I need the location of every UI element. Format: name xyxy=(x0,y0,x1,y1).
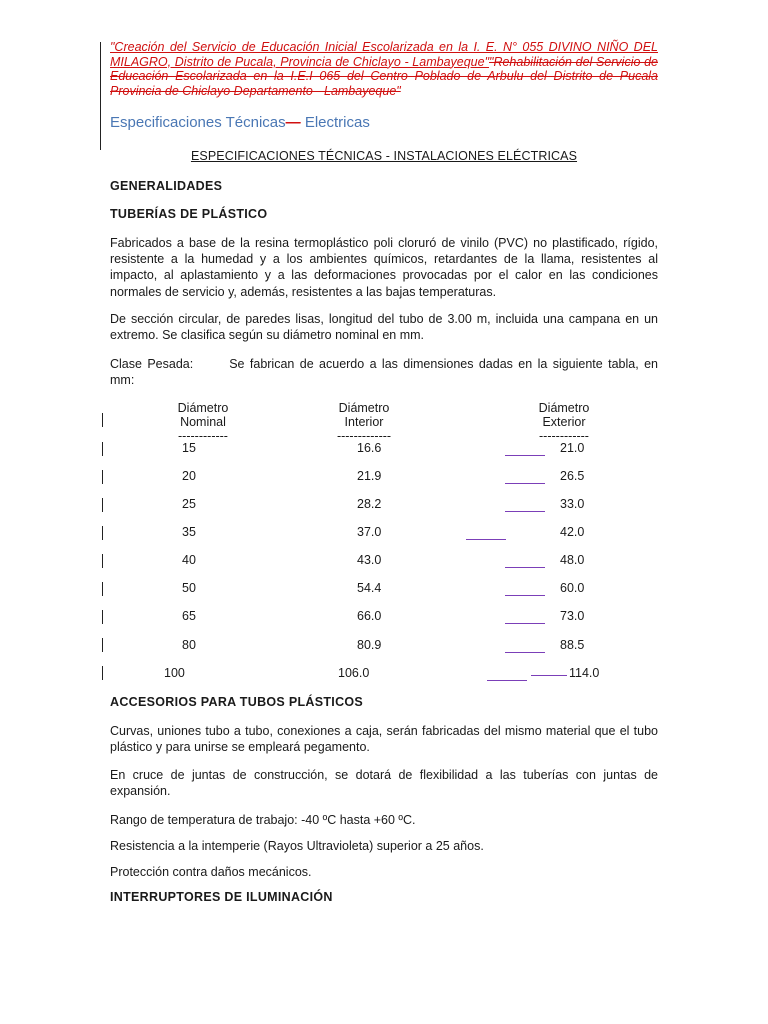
paragraph-cruce: En cruce de juntas de construcción, se dotará de flexibilidad a las tuberías con juntas de expansión. xyxy=(110,768,658,799)
cell-exterior: 48.0 xyxy=(560,553,585,567)
header-line: Diámetro xyxy=(338,401,390,415)
cell-interior: 106.0 xyxy=(338,666,370,680)
heading-interruptores: INTERRUPTORES DE ILUMINACIÓN xyxy=(110,890,333,904)
column-header-exterior xyxy=(521,401,607,443)
cell-nominal: 25 xyxy=(182,497,196,511)
cell-nominal: 35 xyxy=(182,525,196,539)
header-line: Interior xyxy=(344,415,384,429)
revision-bar xyxy=(102,638,103,652)
page-title: ESPECIFICACIONES TÉCNICAS - INSTALACIONES ELÉCTRICAS xyxy=(190,149,578,163)
document-header xyxy=(110,40,658,98)
header-separator: ------------ xyxy=(539,429,589,443)
section-title xyxy=(110,114,370,131)
cell-exterior: 42.0 xyxy=(560,525,585,539)
cell-nominal: 80 xyxy=(182,638,196,652)
insertion-mark xyxy=(505,483,545,484)
cell-nominal: 65 xyxy=(182,609,196,623)
header-inserted-text: "Creación del Servicio de Educación Inicial Escolarizada en la I. E. N° 055 DIVINO NIÑO DEL MILAGRO, Distrito de Pucala, Provincia de Chiclayo - Lambayeque" xyxy=(110,40,658,69)
cell-exterior: 114.0 xyxy=(569,666,600,680)
section-title-deleted: — xyxy=(285,114,301,131)
insertion-mark xyxy=(505,652,545,653)
cell-interior: 37.0 xyxy=(357,525,382,539)
revision-bar xyxy=(100,42,101,150)
header-line: Diámetro xyxy=(538,401,590,415)
revision-bar xyxy=(102,498,103,512)
revision-bar xyxy=(102,442,103,456)
header-line: Nominal xyxy=(180,415,226,429)
cell-interior: 28.2 xyxy=(357,497,382,511)
cell-exterior: 33.0 xyxy=(560,497,585,511)
cell-nominal: 20 xyxy=(182,469,196,483)
paragraph-fabricados: Fabricados a base de la resina termoplástico poli cloruró de vinilo (PVC) no plastificado, rígido, resistente a la humedad y a los ambientes químicos, retardantes de la llama, resistentes al impacto, al aplastamiento y a las deformaciones provocadas por el calor en las condiciones normales de servicio y, además, resistentes a las bajas temperaturas. xyxy=(110,236,658,299)
cell-nominal: 100 xyxy=(164,666,185,680)
revision-bar xyxy=(102,526,103,540)
insertion-mark xyxy=(505,595,545,596)
clase-text: Se fabrican de acuerdo a las dimensiones dadas en la siguiente tabla, en mm: xyxy=(110,357,658,388)
revision-bar xyxy=(102,582,103,596)
paragraph-clase xyxy=(110,356,658,388)
cell-interior: 80.9 xyxy=(357,638,382,652)
cell-interior: 66.0 xyxy=(357,609,382,623)
header-deleted-text: "Rehabilitación del Servicio de Educación Escolarizada en la I.E.I 065 del Centro Poblado de Arbulu del Distrito de Pucala Provincia de Chiclayo Departamento - Lambayeque" xyxy=(110,54,658,98)
header-line: Diámetro xyxy=(177,401,229,415)
cell-exterior: 73.0 xyxy=(560,609,585,623)
paragraph-resistencia: Resistencia a la intemperie (Rayos Ultravioleta) superior a 25 años. xyxy=(110,839,484,853)
heading-generalidades: GENERALIDADES xyxy=(110,179,223,193)
insertion-mark xyxy=(487,680,527,681)
header-line: Exterior xyxy=(542,415,586,429)
cell-nominal: 40 xyxy=(182,553,196,567)
header-separator: ------------ xyxy=(178,429,228,443)
insertion-mark xyxy=(505,511,545,512)
revision-bar xyxy=(102,610,103,624)
column-header-nominal xyxy=(160,401,246,443)
insertion-mark xyxy=(505,455,545,456)
revision-bar xyxy=(102,554,103,568)
paragraph-curvas: Curvas, uniones tubo a tubo, conexiones a caja, serán fabricadas del mismo material que el tubo plástico y para unirse se empleará pegamento. xyxy=(110,724,658,755)
heading-accesorios: ACCESORIOS PARA TUBOS PLÁSTICOS xyxy=(110,695,364,709)
cell-exterior: 60.0 xyxy=(560,581,585,595)
cell-exterior: 21.0 xyxy=(560,441,585,455)
cell-interior: 43.0 xyxy=(357,553,382,567)
insertion-mark xyxy=(505,623,545,624)
paragraph-seccion: De sección circular, de paredes lisas, longitud del tubo de 3.00 m, incluida una campana en un extremo. Se clasifica según su diámetro nominal en mm. xyxy=(110,312,658,343)
paragraph-rango: Rango de temperatura de trabajo: -40 ºC hasta +60 ºC. xyxy=(110,813,416,827)
revision-bar xyxy=(102,470,103,484)
insertion-mark xyxy=(531,675,567,676)
paragraph-proteccion: Protección contra daños mecánicos. xyxy=(110,865,312,879)
revision-bar xyxy=(102,666,103,680)
header-separator: ------------- xyxy=(336,429,392,443)
cell-nominal: 15 xyxy=(182,441,196,455)
section-title-prefix: Especificaciones Técnicas xyxy=(110,114,286,131)
revision-bar xyxy=(102,413,103,427)
cell-interior: 21.9 xyxy=(357,469,382,483)
cell-exterior: 26.5 xyxy=(560,469,585,483)
insertion-mark xyxy=(466,539,506,540)
insertion-mark xyxy=(505,567,545,568)
heading-tuberias: TUBERÍAS DE PLÁSTICO xyxy=(110,207,268,221)
section-title-suffix: Electricas xyxy=(300,114,370,131)
cell-exterior: 88.5 xyxy=(560,638,585,652)
clase-label: Clase Pesada: xyxy=(110,357,194,371)
cell-interior: 16.6 xyxy=(357,441,382,455)
cell-interior: 54.4 xyxy=(357,581,382,595)
cell-nominal: 50 xyxy=(182,581,196,595)
column-header-interior xyxy=(321,401,407,443)
